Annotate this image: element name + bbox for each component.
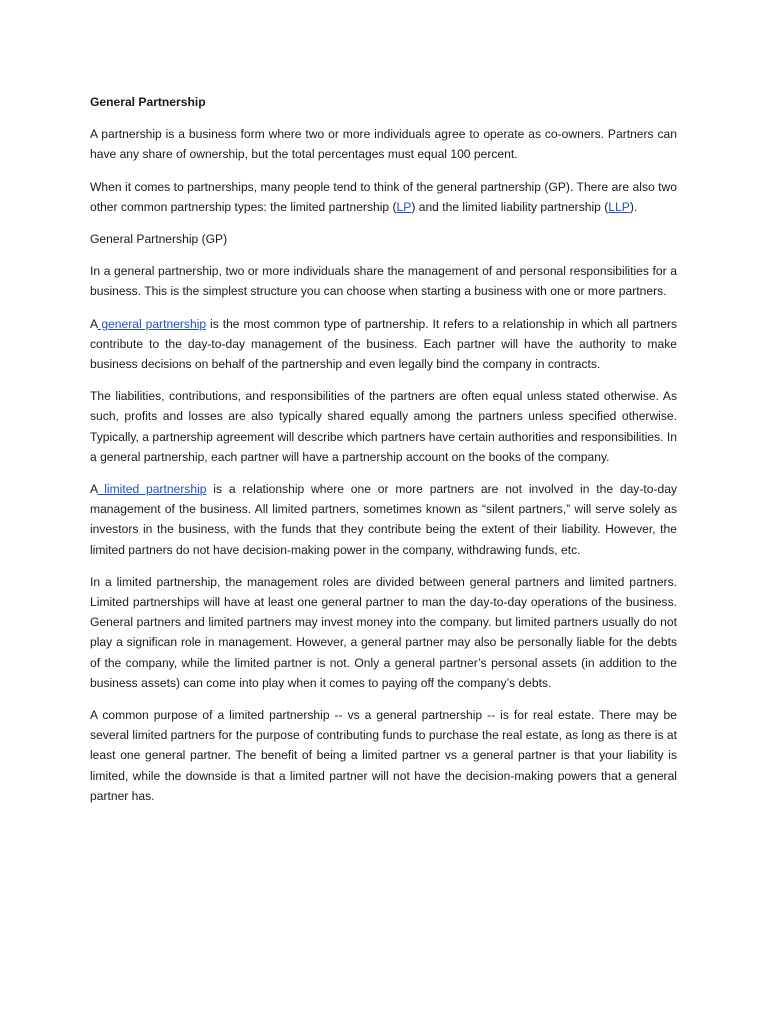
paragraph-general-partnership-definition [90, 314, 677, 375]
paragraph-limited-partnership-definition [90, 479, 677, 560]
paragraph-partnership-types [90, 177, 677, 217]
general-partnership-link[interactable]: general partnership [97, 316, 207, 331]
paragraph-text: ) and the limited liability partnership ( [411, 199, 609, 214]
paragraph-text: is a relationship where one or more partners are not involved in the day-to-day management of the business. All limited partners, sometimes known as “silent partners,” will serve solely as investors in the business, with the funds that they contribute being the extent of their liability. However, the limited partners do not have decision-making power in the company, withdrawing funds, etc. [90, 482, 677, 557]
paragraph-real-estate: A common purpose of a limited partnership -- vs a general partnership -- is for real estate. There may be several limited partners for the purpose of contributing funds to purchase the real estate, as long as there is at least one general partner. The benefit of being a limited partner vs a general partner is that your liability is limited, while the downside is that a limited partner will not have the decision-making powers that a general partner has. [90, 708, 677, 803]
paragraph-liabilities: The liabilities, contributions, and responsibilities of the partners are often equal unless stated otherwise. As such, profits and losses are also typically shared equally among the partners unless specified otherwise. Typically, a partnership agreement will describe which partners have certain authorities and responsibilities. In a general partnership, each partner will have a partnership account on the books of the company. [90, 389, 677, 464]
paragraph-text: A [90, 482, 98, 497]
document-title: General Partnership [90, 95, 206, 109]
paragraph-text: ). [629, 199, 638, 214]
paragraph-intro: A partnership is a business form where two or more individuals agree to operate as co-owners. Partners can have any share of ownership, but the total percentages must equal 100 percent. [90, 127, 677, 162]
paragraph-text: is the most common type of partnership. It refers to a relationship in which all partners contribute to the day-to-day management of the business. Each partner will have the authority to make business decisions on behalf of the partnership and even legally bind the company in contracts. [90, 316, 677, 372]
section-subheading: General Partnership (GP) [90, 232, 228, 247]
document-page [90, 92, 677, 818]
paragraph-text: When it comes to partnerships, many people tend to think of the general partnership (GP). There are also two other common partnership types: the limited partnership ( [90, 179, 677, 214]
paragraph-text: A [90, 316, 98, 331]
limited-partnership-link[interactable]: limited partnership [97, 482, 207, 497]
lp-link[interactable]: LP [396, 199, 412, 214]
llp-link[interactable]: LLP [608, 199, 630, 214]
paragraph-management-roles: In a limited partnership, the management roles are divided between general partners and limited partners. Limited partnerships will have at least one general partner to man the day-to-day operations of the business. General partners and limited partners may invest money into the company. but limited partners usually do not play a significan role in management. However, a general partner may also be personally liable for the debts of the company, while the limited partner is not. Only a general partner’s personal assets (in addition to the business assets) can come into play when it comes to paying off the company’s debts. [90, 574, 677, 690]
paragraph-general-partnership: In a general partnership, two or more individuals share the management of and personal responsibilities for a business. This is the simplest structure you can choose when starting a business with one or more partners. [90, 264, 677, 299]
